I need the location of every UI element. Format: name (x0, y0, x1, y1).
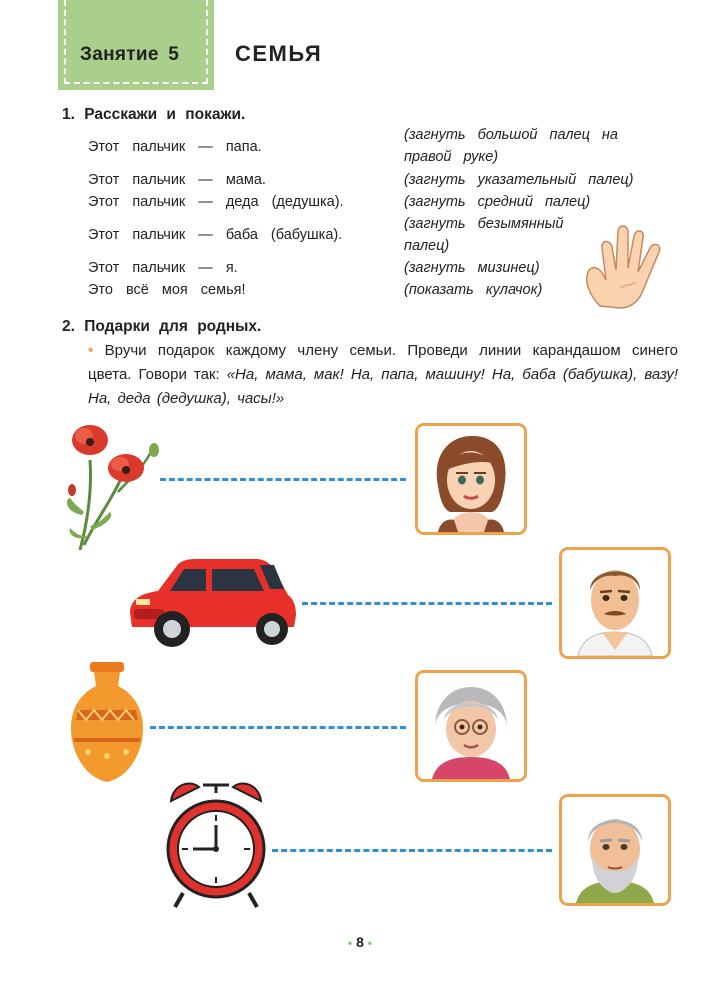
rhyme-line: Этот пальчик — я. (88, 260, 238, 276)
connector-line[interactable] (302, 602, 552, 605)
task2-heading: 2. Подарки для родных. (62, 318, 262, 335)
action-line: (загнуть средний палец) (404, 194, 591, 210)
mama-portrait[interactable] (415, 423, 527, 535)
rhyme-line: Этот пальчик — папа. (88, 139, 262, 155)
lesson-label: Занятие 5 (80, 44, 180, 65)
action-line: правой руке) (404, 149, 499, 165)
rhyme-line: Это всё моя семья! (88, 282, 246, 298)
connector-line[interactable] (272, 849, 552, 852)
bullet-icon: • (88, 342, 94, 359)
speech-text: «На, мама, мак! На, папа, машину! На, баба (бабушка), вазу! На, деда (дедушка), часы!» (88, 366, 679, 407)
orange-vase-icon[interactable] (66, 660, 148, 785)
action-line: (загнуть мизинец) (404, 260, 540, 276)
dot-icon: • (348, 936, 353, 950)
lesson-title: СЕМЬЯ (235, 41, 323, 66)
connector-line[interactable] (160, 478, 406, 481)
connector-line[interactable] (150, 726, 406, 729)
action-line: (загнуть безымянный (404, 216, 564, 232)
task1-heading: 1. Расскажи и покажи. (62, 106, 246, 123)
rhyme-line: Этот пальчик — баба (бабушка). (88, 227, 343, 243)
action-line: (загнуть большой палец на (404, 127, 618, 143)
lesson-tab (58, 0, 214, 90)
rhyme-line: Этот пальчик — деда (дедушка). (88, 194, 344, 210)
papa-portrait[interactable] (559, 547, 671, 659)
task2-instruction (88, 339, 678, 411)
action-line: палец) (404, 238, 450, 254)
baba-portrait[interactable] (415, 670, 527, 782)
red-car-icon[interactable] (124, 555, 298, 650)
dot-icon: • (367, 936, 372, 950)
poppy-flower-icon[interactable] (62, 420, 167, 555)
alarm-clock-icon[interactable] (163, 775, 269, 915)
deda-portrait[interactable] (559, 794, 671, 906)
rhyme-line: Этот пальчик — мама. (88, 172, 266, 188)
page-number: • 8 • (348, 934, 372, 950)
action-line: (показать кулачок) (404, 282, 543, 298)
hand-icon (580, 218, 675, 310)
action-line: (загнуть указательный палец) (404, 172, 634, 188)
instruction-text: Вручи подарок каждому члену семьи. Проведи линии карандашом синего цвета. Говори так: (88, 342, 678, 383)
